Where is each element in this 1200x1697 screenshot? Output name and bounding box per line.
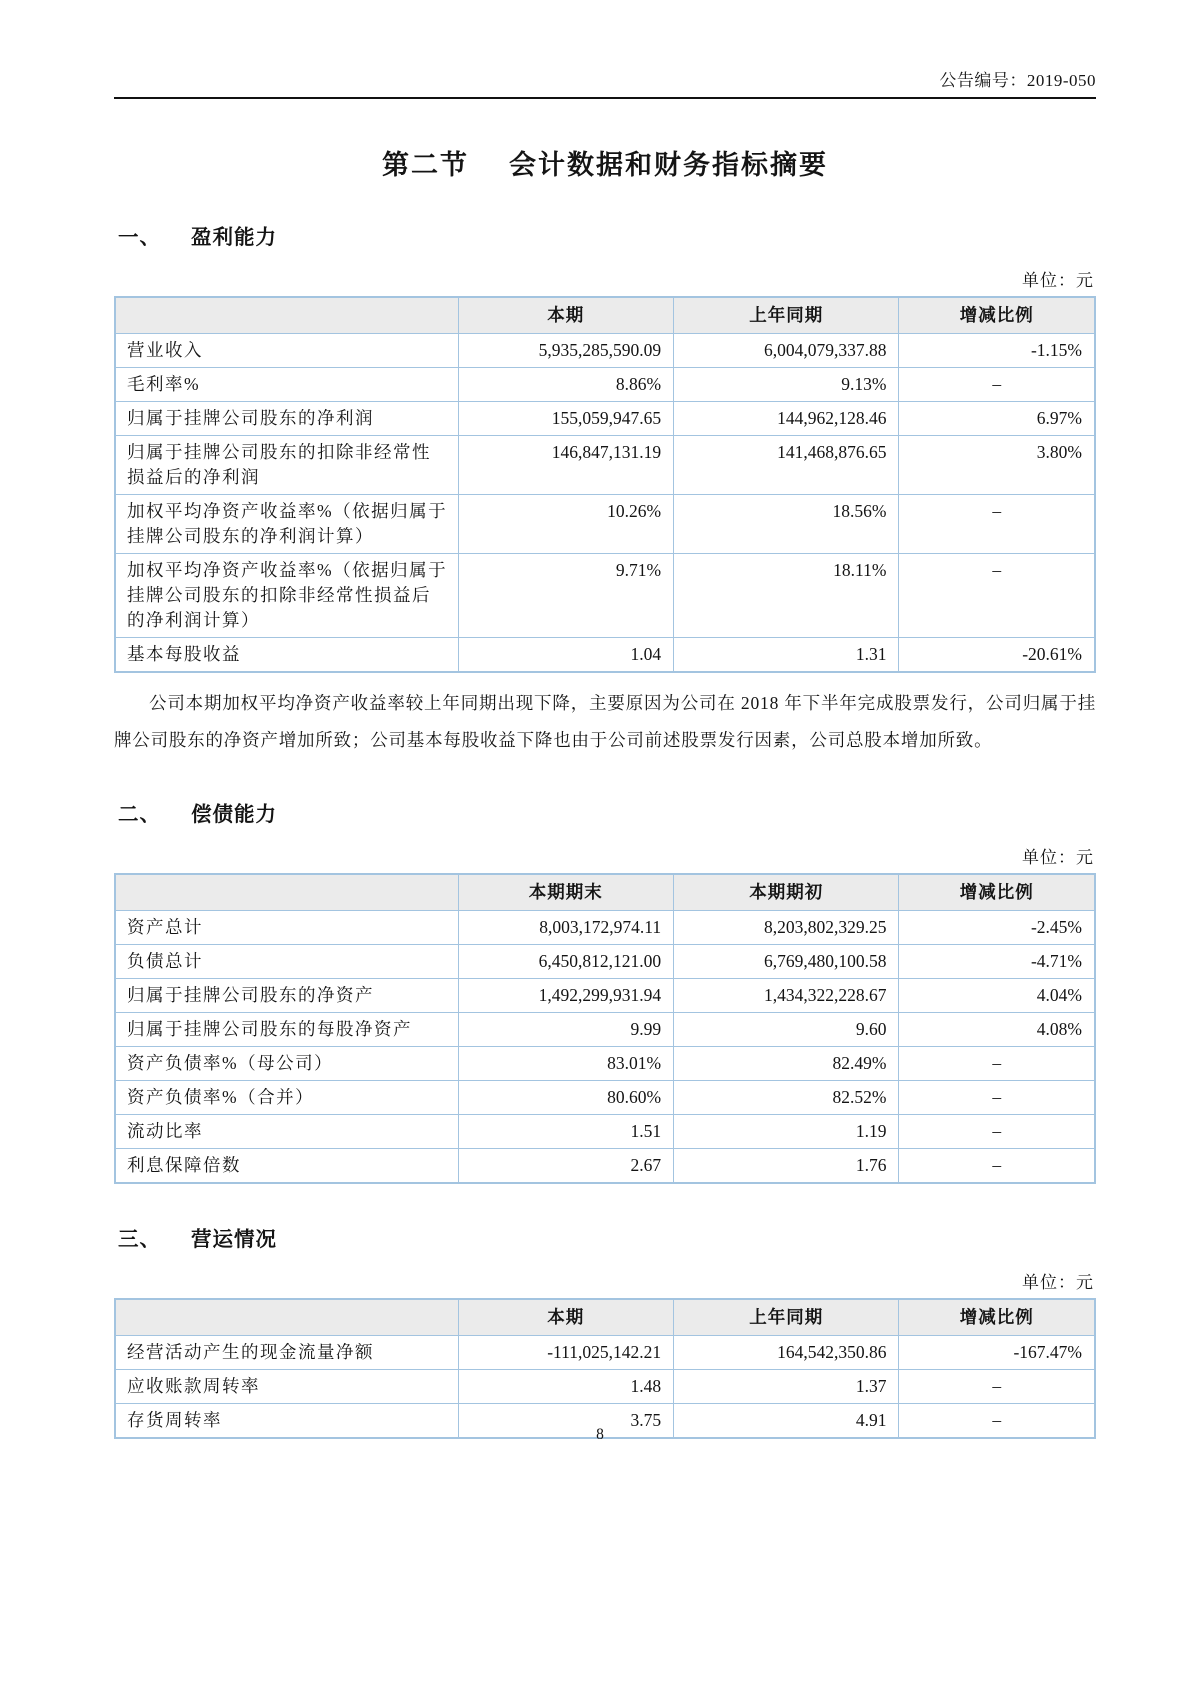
row-value: 1,492,299,931.94 [458, 979, 674, 1013]
row-label: 归属于挂牌公司股东的净利润 [115, 402, 458, 436]
row-label: 资产负债率%（合并） [115, 1081, 458, 1115]
row-value: 4.91 [674, 1404, 899, 1439]
row-value: -4.71% [899, 945, 1095, 979]
row-value: – [899, 1115, 1095, 1149]
row-value: 6,450,812,121.00 [458, 945, 674, 979]
section [114, 1222, 1096, 1439]
row-value: 82.49% [674, 1047, 899, 1081]
row-label: 基本每股收益 [115, 638, 458, 673]
row-value: – [899, 1370, 1095, 1404]
row-value: 18.11% [674, 554, 899, 638]
section-heading [118, 1222, 1096, 1252]
row-value: 18.56% [674, 495, 899, 554]
table-row [115, 1149, 1095, 1184]
row-label: 应收账款周转率 [115, 1370, 458, 1404]
row-value: 8,203,802,329.25 [674, 911, 899, 945]
row-value: 1.51 [458, 1115, 674, 1149]
row-value: 3.80% [899, 436, 1095, 495]
row-value: 4.08% [899, 1013, 1095, 1047]
financial-table [114, 1298, 1096, 1439]
row-value: 8.86% [458, 368, 674, 402]
document-header [114, 66, 1096, 99]
table-row [115, 554, 1095, 638]
row-value: 9.13% [674, 368, 899, 402]
row-value: 141,468,876.65 [674, 436, 899, 495]
row-label: 归属于挂牌公司股东的每股净资产 [115, 1013, 458, 1047]
row-value: 144,962,128.46 [674, 402, 899, 436]
row-value: 83.01% [458, 1047, 674, 1081]
header-cell-change: 增减比例 [899, 874, 1095, 911]
row-value: 6.97% [899, 402, 1095, 436]
section-heading-text: 盈利能力 [191, 226, 277, 249]
table-row [115, 1013, 1095, 1047]
row-value: 6,004,079,337.88 [674, 334, 899, 368]
table-row [115, 945, 1095, 979]
section-heading-text: 偿债能力 [191, 803, 277, 826]
table-row [115, 979, 1095, 1013]
header-cell-change: 增减比例 [899, 297, 1095, 334]
row-value: – [899, 1149, 1095, 1184]
row-value: 146,847,131.19 [458, 436, 674, 495]
financial-table [114, 296, 1096, 673]
table-row [115, 495, 1095, 554]
page-title-section-no: 第二节 [382, 150, 469, 180]
sections-container [114, 220, 1096, 1439]
header-cell-change: 增减比例 [899, 1299, 1095, 1336]
financial-table [114, 873, 1096, 1184]
page-title [114, 143, 1096, 182]
header-cell-current: 本期 [458, 297, 674, 334]
row-value: 6,769,480,100.58 [674, 945, 899, 979]
row-value: – [899, 554, 1095, 638]
table-row [115, 368, 1095, 402]
table-row [115, 1115, 1095, 1149]
row-value: 1.04 [458, 638, 674, 673]
table-row [115, 1047, 1095, 1081]
row-value: -111,025,142.21 [458, 1336, 674, 1370]
row-value: – [899, 1404, 1095, 1439]
row-label: 资产总计 [115, 911, 458, 945]
row-value: – [899, 1081, 1095, 1115]
header-cell-prior: 上年同期 [674, 1299, 899, 1336]
row-value: 80.60% [458, 1081, 674, 1115]
table-row [115, 911, 1095, 945]
row-value: 3.75 [458, 1404, 674, 1439]
table-row [115, 1370, 1095, 1404]
table-row [115, 436, 1095, 495]
section-note: 公司本期加权平均净资产收益率较上年同期出现下降，主要原因为公司在 2018 年下半年完成股票发行，公司归属于挂牌公司股东的净资产增加所致；公司基本每股收益下降也由于公司前述股票发行因素，公司总股本增加所致。 [114, 693, 1096, 750]
row-label: 资产负债率%（母公司） [115, 1047, 458, 1081]
section-heading [118, 797, 1096, 827]
row-label: 经营活动产生的现金流量净额 [115, 1336, 458, 1370]
header-cell-blank [115, 1299, 458, 1336]
header-cell-current: 本期 [458, 1299, 674, 1336]
section-heading-text: 营运情况 [191, 1228, 277, 1251]
row-label: 存货周转率 [115, 1404, 458, 1439]
unit-label: 单位：元 [1022, 271, 1094, 290]
row-label: 加权平均净资产收益率%（依据归属于挂牌公司股东的扣除非经常性损益后的净利润计算） [115, 554, 458, 638]
row-value: 1.37 [674, 1370, 899, 1404]
row-value: – [899, 1047, 1095, 1081]
row-value: 4.04% [899, 979, 1095, 1013]
row-label: 归属于挂牌公司股东的扣除非经常性损益后的净利润 [115, 436, 458, 495]
table-header-row [115, 297, 1095, 334]
section-number: 二、 [118, 803, 161, 826]
unit-label: 单位：元 [1022, 848, 1094, 867]
unit-label: 单位：元 [1022, 1273, 1094, 1292]
row-value: 8,003,172,974.11 [458, 911, 674, 945]
row-value: 82.52% [674, 1081, 899, 1115]
section [114, 797, 1096, 1184]
row-label: 营业收入 [115, 334, 458, 368]
table-header-row [115, 1299, 1095, 1336]
header-cell-prior: 上年同期 [674, 297, 899, 334]
section [114, 220, 1096, 759]
row-value: – [899, 368, 1095, 402]
row-label: 毛利率% [115, 368, 458, 402]
row-value: 2.67 [458, 1149, 674, 1184]
row-value: 5,935,285,590.09 [458, 334, 674, 368]
table-header-row [115, 874, 1095, 911]
header-cell-current: 本期期末 [458, 874, 674, 911]
section-number: 三、 [118, 1228, 161, 1251]
header-cell-blank [115, 297, 458, 334]
row-label: 流动比率 [115, 1115, 458, 1149]
table-row [115, 1336, 1095, 1370]
row-value: 1.31 [674, 638, 899, 673]
table-row [115, 638, 1095, 673]
row-label: 归属于挂牌公司股东的净资产 [115, 979, 458, 1013]
table-row [115, 402, 1095, 436]
row-label: 加权平均净资产收益率%（依据归属于挂牌公司股东的净利润计算） [115, 495, 458, 554]
row-value: 155,059,947.65 [458, 402, 674, 436]
row-value: 9.60 [674, 1013, 899, 1047]
row-value: -167.47% [899, 1336, 1095, 1370]
row-value: 1.48 [458, 1370, 674, 1404]
row-value: 1.19 [674, 1115, 899, 1149]
row-value: 10.26% [458, 495, 674, 554]
announcement-number: 公告编号：2019-050 [939, 71, 1096, 90]
row-value: -20.61% [899, 638, 1095, 673]
row-value: – [899, 495, 1095, 554]
row-value: 1.76 [674, 1149, 899, 1184]
table-row [115, 334, 1095, 368]
row-value: 1,434,322,228.67 [674, 979, 899, 1013]
table-row [115, 1081, 1095, 1115]
row-value: -2.45% [899, 911, 1095, 945]
row-label: 负债总计 [115, 945, 458, 979]
row-value: 164,542,350.86 [674, 1336, 899, 1370]
row-label: 利息保障倍数 [115, 1149, 458, 1184]
row-value: -1.15% [899, 334, 1095, 368]
header-cell-blank [115, 874, 458, 911]
row-value: 9.71% [458, 554, 674, 638]
row-value: 9.99 [458, 1013, 674, 1047]
page-title-text: 会计数据和财务指标摘要 [509, 150, 828, 180]
section-heading [118, 220, 1096, 250]
header-cell-prior: 本期期初 [674, 874, 899, 911]
page-number: 8 [596, 1426, 604, 1443]
section-number: 一、 [118, 226, 161, 249]
